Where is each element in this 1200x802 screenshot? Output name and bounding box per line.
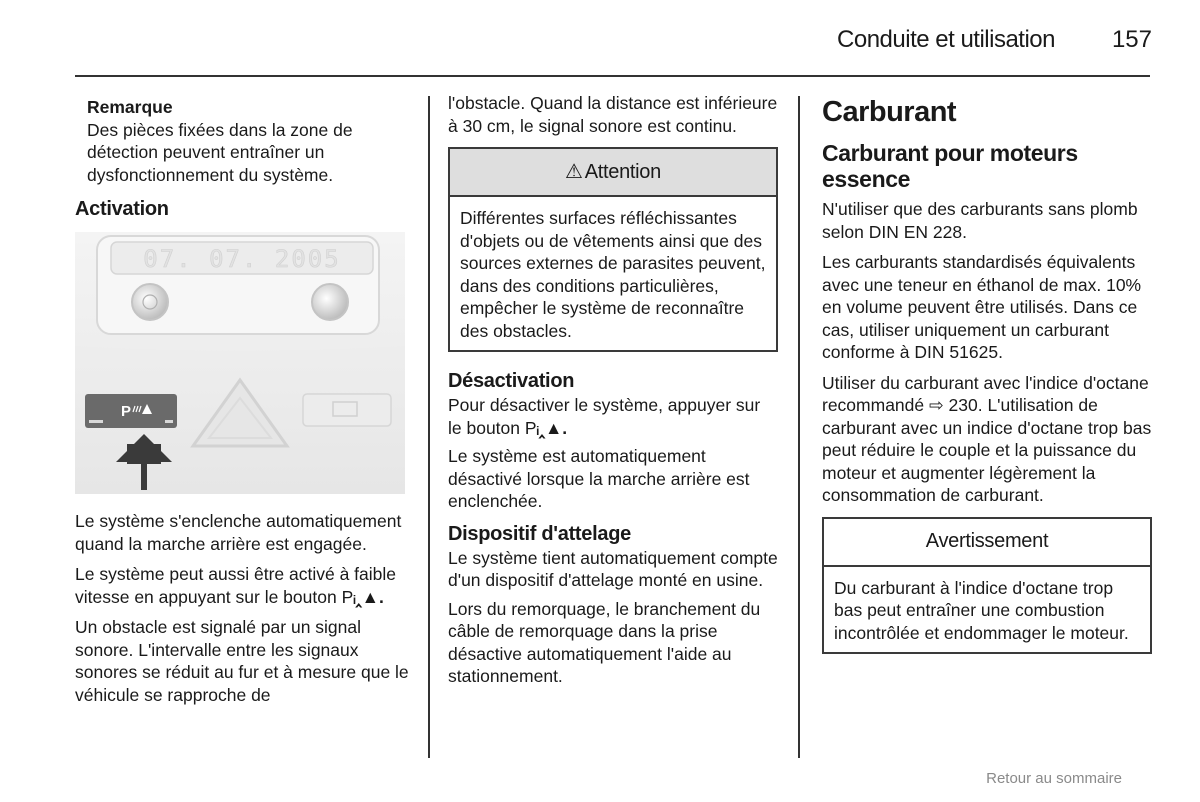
warning-triangle-icon: ⚠	[565, 160, 583, 183]
warning-text: Du carburant à l'indice d'octane trop bas peut entraîner une combustion incontrôlée et endommager le moteur.	[834, 577, 1129, 643]
parking-symbol-icon: ᵢ‸▲.	[536, 417, 568, 438]
section-title: Conduite et utilisation	[837, 26, 1055, 53]
fuel-title: Carburant	[822, 96, 957, 128]
back-to-contents-link[interactable]: Retour au sommaire	[986, 770, 1122, 787]
attention-text: Différentes surfaces réfléchissantes d'objets ou de vêtements ainsi que des sources externes de parasites peuvent, dans des conditions particulières, empêcher le système de reconnaître des obstacles.	[460, 208, 766, 341]
deactivation-para-1-text: Pour désactiver le système, appuyer sur le bouton P	[448, 395, 761, 438]
column-3	[822, 92, 1152, 670]
warning-title: Avertissement	[824, 519, 1150, 567]
column-divider-2	[798, 96, 800, 758]
parking-button-label: P	[121, 403, 132, 420]
deactivation-heading: Désactivation	[448, 370, 575, 392]
note-heading: Remarque	[87, 97, 173, 117]
column-2	[448, 92, 778, 696]
deactivation-para-1	[448, 394, 778, 439]
intro-text: l'obstacle. Quand la distance est inférieure à 30 cm, le signal sonore est continu.	[448, 93, 778, 136]
towbar-heading: Dispositif d'attelage	[448, 522, 631, 545]
fuel-para-1: N'utiliser que des carburants sans plomb selon DIN EN 228.	[822, 199, 1138, 242]
note-text: Des pièces fixées dans la zone de détection peuvent entraîner un dysfonctionnement du système.	[87, 119, 353, 185]
activation-para-2-text: Le système peut aussi être activé à faible vitesse en appuyant sur le bouton P	[75, 564, 397, 607]
deactivation-para-2: Le système est automatiquement désactivé lorsque la marche arrière est enclenchée.	[448, 446, 750, 511]
header-divider	[75, 75, 1150, 77]
attention-title: Attention	[584, 160, 661, 183]
activation-para-1: Le système s'enclenche automatiquement quand la marche arrière est engagée.	[75, 511, 402, 554]
parking-button-illustration	[75, 232, 405, 494]
activation-heading: Activation	[75, 198, 169, 220]
warning-box	[822, 517, 1152, 655]
fuel-para-3: Utiliser du carburant avec l'indice d'octane recommandé ⇨ 230. L'utilisation de carburant avec un indice d'octane trop bas peut réduire le couple et la puissance du moteur et augmenter légèrement la consommation de carburant.	[822, 372, 1152, 505]
activation-para-2	[75, 563, 411, 608]
column-1	[75, 92, 411, 714]
attention-header	[450, 149, 776, 197]
fuel-subtitle: Carburant pour moteurs essence	[822, 140, 1078, 192]
page-number: 157	[1111, 26, 1152, 53]
towbar-para-2: Lors du remorquage, le branchement du câble de remorquage dans la prise désactive automatiquement l'aide au stationnement.	[448, 598, 761, 686]
parking-symbol-icon: ᵢ‸▲.	[353, 586, 384, 607]
fuel-para-2: Les carburants standardisés équivalents avec une teneur en éthanol de max. 10% en volume peuvent être utilisés. Dans ce cas, utiliser uniquement un carburant conforme à DIN 51625.	[822, 252, 1142, 362]
column-divider-1	[428, 96, 430, 758]
attention-box	[448, 147, 778, 352]
display-readout: 07. 07. 2005	[143, 245, 341, 273]
towbar-para-1: Le système tient automatiquement compte d'un dispositif d'attelage monté en usine.	[448, 547, 778, 590]
activation-para-3: Un obstacle est signalé par un signal sonore. L'intervalle entre les signaux sonores se réduit au fur et à mesure que le véhicule se rapproche de	[75, 617, 409, 705]
